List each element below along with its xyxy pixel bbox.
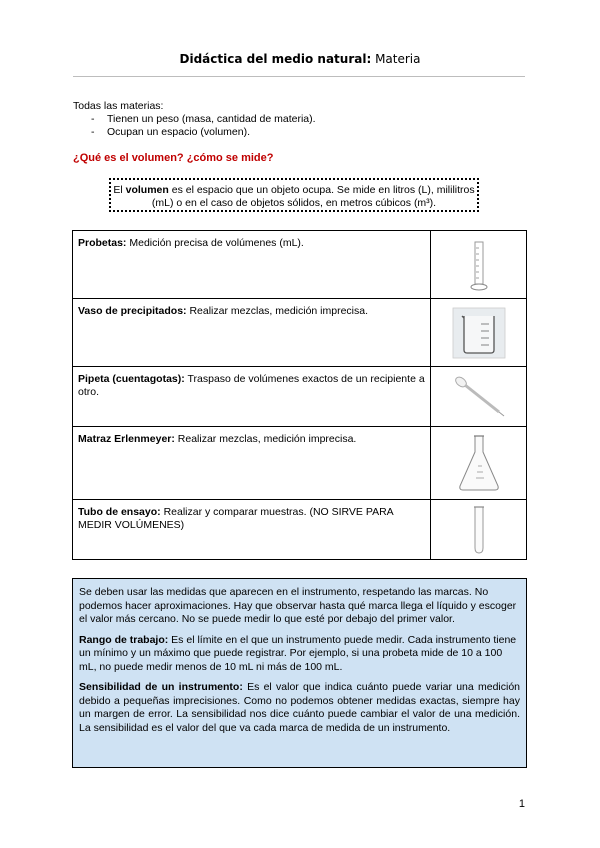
pipette-icon [449,374,509,420]
info-paragraph: Se deben usar las medidas que aparecen en el instrumento, respetando las marcas. No podemos hacer aproximaciones. Hay que observar hasta qué marca llega el líquido y escoger el valor más cercano. No se puede medir lo que esté por debajo del primer valor. [79,586,517,625]
instrument-name: Tubo de ensayo: [78,506,161,518]
instrument-description [73,299,431,367]
instrument-description [73,367,431,427]
table-row [73,427,527,500]
definition-term: volumen [125,184,169,196]
instrument-name: Matraz Erlenmeyer: [78,433,175,445]
intro-list [73,113,316,139]
instruments-table [72,230,527,560]
page-header [0,52,600,66]
instrument-name: Vaso de precipitados: [78,305,187,317]
instrument-description [73,231,431,299]
info-paragraph-range [79,634,520,675]
beaker-icon [451,306,507,360]
info-box [72,578,527,768]
definition-pre: El [113,184,126,196]
header-title-rest: Materia [371,52,421,66]
range-text: Es el límite en el que un instrumento puede medir. Cada instrumento tiene un mínimo y un máximo que puede registrar. Por ejemplo, si una probeta mide de 10 a 100 mL, no puede medir menos de 10 mL ni más de 100 mL. [79,633,517,673]
table-row [73,367,527,427]
sensitivity-text: Es el valor que indica cuánto puede variar una medición debido a pequeñas imprecisiones. Como no podemos obtener medidas exactas, siempre hay un margen de error. La sensibilidad nos dice cuánto puede cambiar el valor de una medición. La sensibilidad es el valor del que va cada marca de medida de un instrumento. [79,681,521,734]
instrument-image-cell [431,367,527,427]
page-number: 1 [518,798,525,810]
list-item: - Tienen un peso (masa, cantidad de materia). [91,113,316,126]
table-row [73,500,527,560]
table-row [73,231,527,299]
list-item: - Ocupan un espacio (volumen). [91,126,316,139]
instrument-image-cell [431,500,527,560]
instrument-image-cell [431,231,527,299]
instrument-desc: Traspaso de volúmenes exactos de un recipiente a otro. [78,373,425,398]
graduated-cylinder-icon [464,238,494,292]
instrument-image-cell [431,427,527,500]
instrument-desc: Realizar y comparar muestras. (NO SIRVE PARA MEDIR VOLÚMENES) [78,506,394,531]
definition-text: es el espacio que un objeto ocupa. Se mide en litros (L), mililitros (mL) o en el caso de objetos sólidos, en metros cúbicos (m³). [151,184,475,209]
intro-lead: Todas las materias: [73,100,164,112]
info-paragraph-sensitivity [79,681,520,735]
instrument-desc: Medición precisa de volúmenes (mL). [126,237,304,249]
table-row [73,299,527,367]
test-tube-icon [469,504,489,556]
header-title-bold: Didáctica del medio natural: [179,52,372,66]
instrument-description [73,500,431,560]
section-question: ¿Qué es el volumen? ¿cómo se mide? [73,152,274,164]
instrument-desc: Realizar mezclas, medición imprecisa. [186,305,369,317]
erlenmeyer-flask-icon [454,432,504,494]
instrument-name: Probetas: [78,237,127,249]
instrument-name: Pipeta (cuentagotas): [78,373,185,385]
intro-section [73,100,316,139]
instrument-desc: Realizar mezclas, medición imprecisa. [174,433,357,445]
sensitivity-term: Sensibilidad de un instrumento: [79,681,243,693]
instrument-description [73,427,431,500]
range-term: Rango de trabajo: [79,633,169,646]
definition-box [109,178,479,212]
instrument-image-cell [431,299,527,367]
header-divider [73,76,525,77]
